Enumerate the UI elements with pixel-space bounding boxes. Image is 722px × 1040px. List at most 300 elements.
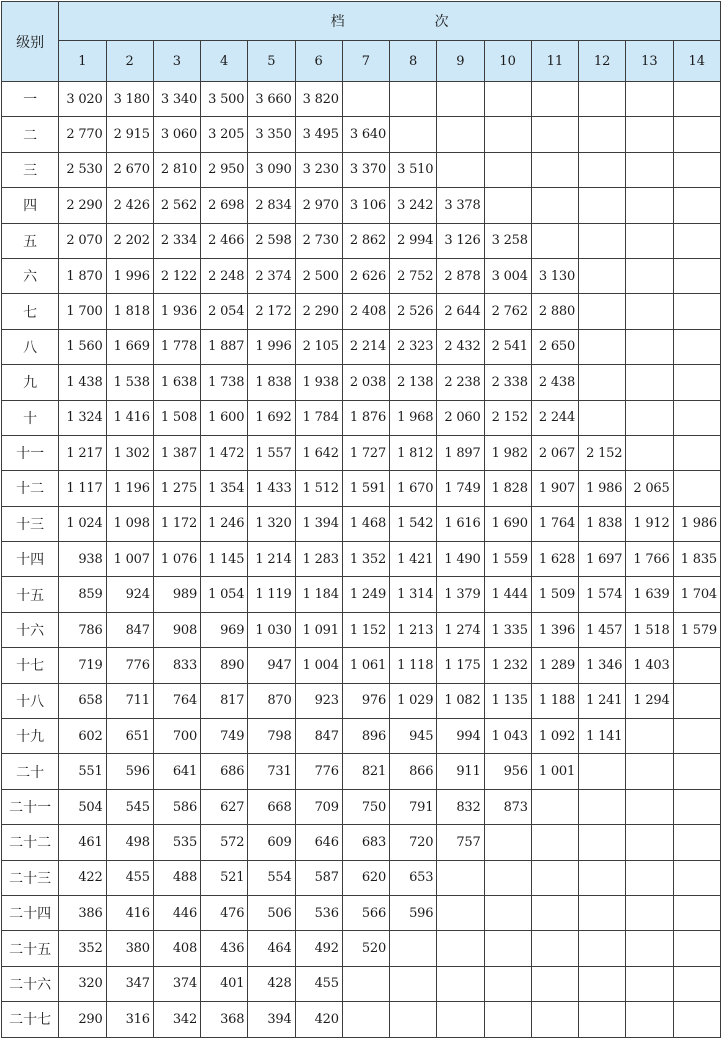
table-row xyxy=(2,825,721,860)
salary-cell: 1 302 xyxy=(106,435,153,470)
salary-cell: 3 820 xyxy=(295,82,342,117)
salary-cell xyxy=(626,188,673,223)
salary-cell xyxy=(484,895,531,930)
salary-cell: 1 472 xyxy=(201,435,248,470)
level-cell: 四 xyxy=(2,188,59,223)
salary-cell: 2 172 xyxy=(248,294,295,329)
salary-cell: 2 334 xyxy=(153,223,200,258)
salary-cell: 1 835 xyxy=(673,542,720,577)
salary-cell: 1 438 xyxy=(59,365,106,400)
salary-cell: 2 810 xyxy=(153,152,200,187)
level-cell: 十四 xyxy=(2,542,59,577)
salary-cell: 2 598 xyxy=(248,223,295,258)
level-cell: 三 xyxy=(2,152,59,187)
table-row xyxy=(2,860,721,895)
salary-cell: 1 172 xyxy=(153,506,200,541)
salary-cell xyxy=(673,648,720,683)
salary-cell: 686 xyxy=(201,754,248,789)
salary-cell: 2 202 xyxy=(106,223,153,258)
salary-cell: 945 xyxy=(390,719,437,754)
salary-cell: 520 xyxy=(342,931,389,966)
salary-cell xyxy=(579,258,626,293)
salary-cell xyxy=(673,471,720,506)
salary-cell xyxy=(673,931,720,966)
salary-cell xyxy=(673,435,720,470)
salary-cell: 2 054 xyxy=(201,294,248,329)
salary-cell: 1 559 xyxy=(484,542,531,577)
salary-cell: 2 060 xyxy=(437,400,484,435)
salary-cell: 1 968 xyxy=(390,400,437,435)
salary-cell: 791 xyxy=(390,789,437,824)
salary-cell: 1 098 xyxy=(106,506,153,541)
level-cell: 十八 xyxy=(2,683,59,718)
salary-cell: 1 184 xyxy=(295,577,342,612)
salary-cell: 3 350 xyxy=(248,117,295,152)
salary-cell xyxy=(531,188,578,223)
salary-cell: 1 217 xyxy=(59,435,106,470)
header-row-gears xyxy=(2,41,721,82)
salary-cell xyxy=(579,152,626,187)
salary-cell: 408 xyxy=(153,931,200,966)
salary-cell: 1 346 xyxy=(579,648,626,683)
salary-cell: 2 248 xyxy=(201,258,248,293)
salary-cell xyxy=(626,223,673,258)
gear-column-header: 13 xyxy=(626,41,673,82)
salary-cell xyxy=(673,860,720,895)
salary-cell: 2 152 xyxy=(579,435,626,470)
salary-cell: 989 xyxy=(153,577,200,612)
salary-cell: 554 xyxy=(248,860,295,895)
salary-cell: 401 xyxy=(201,966,248,1001)
salary-cell: 1 764 xyxy=(531,506,578,541)
salary-cell: 1 982 xyxy=(484,435,531,470)
level-cell: 十五 xyxy=(2,577,59,612)
gear-column-header: 5 xyxy=(248,41,295,82)
salary-cell xyxy=(673,683,720,718)
salary-cell: 1 642 xyxy=(295,435,342,470)
salary-cell xyxy=(673,329,720,364)
gear-header-char-2: 次 xyxy=(434,14,449,30)
salary-cell: 2 038 xyxy=(342,365,389,400)
salary-cell: 1 232 xyxy=(484,648,531,683)
salary-cell xyxy=(484,1002,531,1037)
salary-cell: 1 784 xyxy=(295,400,342,435)
salary-cell: 416 xyxy=(106,895,153,930)
salary-cell: 1 249 xyxy=(342,577,389,612)
salary-cell: 3 340 xyxy=(153,82,200,117)
salary-cell: 1 275 xyxy=(153,471,200,506)
salary-cell xyxy=(673,188,720,223)
salary-cell: 1 986 xyxy=(579,471,626,506)
salary-cell: 602 xyxy=(59,719,106,754)
salary-cell xyxy=(484,188,531,223)
salary-cell xyxy=(626,152,673,187)
salary-cell: 833 xyxy=(153,648,200,683)
salary-cell xyxy=(626,435,673,470)
salary-cell: 504 xyxy=(59,789,106,824)
salary-cell: 668 xyxy=(248,789,295,824)
level-cell: 二十一 xyxy=(2,789,59,824)
salary-cell xyxy=(579,117,626,152)
salary-cell xyxy=(437,82,484,117)
salary-cell: 1 335 xyxy=(484,612,531,647)
salary-cell: 461 xyxy=(59,825,106,860)
salary-cell xyxy=(579,188,626,223)
salary-cell xyxy=(531,789,578,824)
table-body xyxy=(2,82,721,1038)
salary-cell: 2 730 xyxy=(295,223,342,258)
salary-cell: 2 290 xyxy=(59,188,106,223)
salary-cell xyxy=(579,895,626,930)
salary-cell: 1 828 xyxy=(484,471,531,506)
salary-cell: 908 xyxy=(153,612,200,647)
salary-cell: 2 290 xyxy=(295,294,342,329)
salary-cell: 1 542 xyxy=(390,506,437,541)
salary-cell: 1 082 xyxy=(437,683,484,718)
salary-cell: 627 xyxy=(201,789,248,824)
level-cell: 十七 xyxy=(2,648,59,683)
salary-cell: 1 394 xyxy=(295,506,342,541)
salary-cell: 1 468 xyxy=(342,506,389,541)
salary-cell: 1 509 xyxy=(531,577,578,612)
level-cell: 二十五 xyxy=(2,931,59,966)
salary-cell: 374 xyxy=(153,966,200,1001)
level-cell: 二十七 xyxy=(2,1002,59,1037)
table-row xyxy=(2,506,721,541)
salary-cell: 1 870 xyxy=(59,258,106,293)
salary-cell xyxy=(342,966,389,1001)
level-cell: 十六 xyxy=(2,612,59,647)
gear-column-header: 7 xyxy=(342,41,389,82)
salary-cell: 1 403 xyxy=(626,648,673,683)
table-row xyxy=(2,435,721,470)
salary-cell xyxy=(673,223,720,258)
table-row xyxy=(2,365,721,400)
salary-cell xyxy=(579,825,626,860)
salary-cell: 3 640 xyxy=(342,117,389,152)
table-row xyxy=(2,719,721,754)
salary-cell xyxy=(390,931,437,966)
salary-cell: 1 274 xyxy=(437,612,484,647)
salary-cell: 498 xyxy=(106,825,153,860)
salary-cell xyxy=(437,152,484,187)
salary-cell: 316 xyxy=(106,1002,153,1037)
table-row xyxy=(2,117,721,152)
salary-cell xyxy=(626,825,673,860)
salary-cell xyxy=(579,365,626,400)
salary-cell: 2 670 xyxy=(106,152,153,187)
salary-cell: 347 xyxy=(106,966,153,1001)
salary-cell: 817 xyxy=(201,683,248,718)
salary-cell: 1 986 xyxy=(673,506,720,541)
salary-cell xyxy=(437,895,484,930)
salary-cell: 446 xyxy=(153,895,200,930)
salary-cell xyxy=(579,789,626,824)
salary-cell: 2 562 xyxy=(153,188,200,223)
salary-cell xyxy=(390,966,437,1001)
salary-cell xyxy=(626,82,673,117)
salary-cell: 3 510 xyxy=(390,152,437,187)
table-row xyxy=(2,223,721,258)
level-cell: 一 xyxy=(2,82,59,117)
salary-cell: 1 639 xyxy=(626,577,673,612)
salary-cell xyxy=(626,860,673,895)
salary-cell xyxy=(579,754,626,789)
salary-cell: 731 xyxy=(248,754,295,789)
gear-column-header: 14 xyxy=(673,41,720,82)
salary-cell: 1 433 xyxy=(248,471,295,506)
salary-cell: 2 915 xyxy=(106,117,153,152)
salary-cell: 2 466 xyxy=(201,223,248,258)
salary-cell xyxy=(673,400,720,435)
salary-cell: 2 530 xyxy=(59,152,106,187)
level-cell: 二十 xyxy=(2,754,59,789)
salary-cell: 2 070 xyxy=(59,223,106,258)
salary-cell: 798 xyxy=(248,719,295,754)
salary-cell xyxy=(531,931,578,966)
salary-cell: 711 xyxy=(106,683,153,718)
salary-cell: 2 122 xyxy=(153,258,200,293)
salary-cell: 764 xyxy=(153,683,200,718)
salary-cell: 587 xyxy=(295,860,342,895)
salary-cell: 866 xyxy=(390,754,437,789)
salary-cell: 786 xyxy=(59,612,106,647)
table-row xyxy=(2,294,721,329)
salary-cell: 1 557 xyxy=(248,435,295,470)
salary-cell xyxy=(673,117,720,152)
salary-cell xyxy=(579,931,626,966)
level-cell: 五 xyxy=(2,223,59,258)
salary-cell: 646 xyxy=(295,825,342,860)
salary-cell: 2 970 xyxy=(295,188,342,223)
salary-cell xyxy=(626,117,673,152)
salary-cell: 2 374 xyxy=(248,258,295,293)
salary-cell: 3 180 xyxy=(106,82,153,117)
level-cell: 十 xyxy=(2,400,59,435)
salary-cell xyxy=(531,82,578,117)
salary-cell xyxy=(579,860,626,895)
salary-cell xyxy=(437,117,484,152)
gear-column-header: 2 xyxy=(106,41,153,82)
salary-cell: 2 862 xyxy=(342,223,389,258)
salary-cell: 3 090 xyxy=(248,152,295,187)
salary-cell: 1 188 xyxy=(531,683,578,718)
salary-cell: 2 426 xyxy=(106,188,153,223)
salary-cell xyxy=(437,931,484,966)
salary-cell: 1 396 xyxy=(531,612,578,647)
salary-cell: 3 020 xyxy=(59,82,106,117)
salary-cell: 3 230 xyxy=(295,152,342,187)
salary-cell: 1 119 xyxy=(248,577,295,612)
salary-cell: 1 574 xyxy=(579,577,626,612)
salary-cell: 521 xyxy=(201,860,248,895)
salary-cell xyxy=(626,789,673,824)
salary-cell xyxy=(484,117,531,152)
salary-cell: 1 213 xyxy=(390,612,437,647)
salary-cell xyxy=(673,789,720,824)
table-row xyxy=(2,471,721,506)
salary-cell: 719 xyxy=(59,648,106,683)
salary-cell xyxy=(673,365,720,400)
level-cell: 十一 xyxy=(2,435,59,470)
salary-cell: 870 xyxy=(248,683,295,718)
salary-cell: 1 778 xyxy=(153,329,200,364)
salary-cell: 420 xyxy=(295,1002,342,1037)
header-row-top xyxy=(2,2,721,41)
salary-cell: 572 xyxy=(201,825,248,860)
salary-cell xyxy=(531,895,578,930)
salary-cell: 859 xyxy=(59,577,106,612)
salary-cell: 1 289 xyxy=(531,648,578,683)
salary-cell xyxy=(626,400,673,435)
salary-cell: 1 141 xyxy=(579,719,626,754)
salary-cell: 641 xyxy=(153,754,200,789)
salary-cell: 1 117 xyxy=(59,471,106,506)
salary-cell: 923 xyxy=(295,683,342,718)
salary-cell: 1 738 xyxy=(201,365,248,400)
salary-cell: 709 xyxy=(295,789,342,824)
salary-cell: 596 xyxy=(106,754,153,789)
salary-cell: 2 762 xyxy=(484,294,531,329)
salary-cell: 1 616 xyxy=(437,506,484,541)
salary-cell: 596 xyxy=(390,895,437,930)
salary-cell: 1 354 xyxy=(201,471,248,506)
gear-column-header: 9 xyxy=(437,41,484,82)
level-cell: 十二 xyxy=(2,471,59,506)
salary-cell: 290 xyxy=(59,1002,106,1037)
salary-cell: 1 600 xyxy=(201,400,248,435)
salary-cell xyxy=(626,931,673,966)
table-header xyxy=(2,2,721,82)
salary-cell: 1 907 xyxy=(531,471,578,506)
salary-cell: 3 258 xyxy=(484,223,531,258)
level-cell: 九 xyxy=(2,365,59,400)
salary-cell: 1 538 xyxy=(106,365,153,400)
salary-cell: 545 xyxy=(106,789,153,824)
salary-cell: 380 xyxy=(106,931,153,966)
salary-cell: 1 324 xyxy=(59,400,106,435)
salary-cell: 1 320 xyxy=(248,506,295,541)
gear-column-header: 3 xyxy=(153,41,200,82)
salary-cell: 1 175 xyxy=(437,648,484,683)
salary-cell: 757 xyxy=(437,825,484,860)
salary-cell: 386 xyxy=(59,895,106,930)
salary-cell xyxy=(531,860,578,895)
salary-cell: 342 xyxy=(153,1002,200,1037)
salary-cell: 1 628 xyxy=(531,542,578,577)
salary-cell: 1 314 xyxy=(390,577,437,612)
salary-cell: 455 xyxy=(295,966,342,1001)
salary-cell xyxy=(673,719,720,754)
salary-cell xyxy=(626,294,673,329)
salary-cell: 890 xyxy=(201,648,248,683)
salary-cell: 700 xyxy=(153,719,200,754)
salary-cell xyxy=(626,719,673,754)
salary-cell: 1 152 xyxy=(342,612,389,647)
table-row xyxy=(2,258,721,293)
salary-cell: 2 244 xyxy=(531,400,578,435)
salary-cell: 651 xyxy=(106,719,153,754)
salary-cell xyxy=(531,1002,578,1037)
level-cell: 二 xyxy=(2,117,59,152)
salary-cell: 1 638 xyxy=(153,365,200,400)
salary-cell xyxy=(484,825,531,860)
salary-cell: 1 897 xyxy=(437,435,484,470)
salary-cell: 320 xyxy=(59,966,106,1001)
salary-cell: 609 xyxy=(248,825,295,860)
salary-cell: 2 438 xyxy=(531,365,578,400)
salary-cell: 1 508 xyxy=(153,400,200,435)
salary-cell xyxy=(673,1002,720,1037)
salary-cell xyxy=(579,1002,626,1037)
salary-cell: 1 996 xyxy=(106,258,153,293)
salary-cell: 551 xyxy=(59,754,106,789)
salary-cell: 3 126 xyxy=(437,223,484,258)
salary-cell: 1 135 xyxy=(484,683,531,718)
salary-cell xyxy=(626,895,673,930)
salary-cell: 3 495 xyxy=(295,117,342,152)
salary-cell: 750 xyxy=(342,789,389,824)
salary-cell: 1 876 xyxy=(342,400,389,435)
salary-cell: 1 518 xyxy=(626,612,673,647)
salary-cell: 1 697 xyxy=(579,542,626,577)
salary-cell: 847 xyxy=(295,719,342,754)
salary-cell xyxy=(626,966,673,1001)
salary-cell xyxy=(673,825,720,860)
level-column-header: 级别 xyxy=(2,2,59,82)
salary-cell: 3 370 xyxy=(342,152,389,187)
salary-cell: 1 996 xyxy=(248,329,295,364)
salary-cell: 1 379 xyxy=(437,577,484,612)
salary-cell: 428 xyxy=(248,966,295,1001)
salary-cell xyxy=(626,329,673,364)
table-row xyxy=(2,577,721,612)
salary-cell: 2 626 xyxy=(342,258,389,293)
salary-cell: 1 283 xyxy=(295,542,342,577)
salary-cell: 2 541 xyxy=(484,329,531,364)
salary-cell: 368 xyxy=(201,1002,248,1037)
salary-cell xyxy=(342,1002,389,1037)
salary-cell: 658 xyxy=(59,683,106,718)
salary-cell: 1 838 xyxy=(579,506,626,541)
table-row xyxy=(2,188,721,223)
salary-cell: 2 338 xyxy=(484,365,531,400)
salary-cell: 1 241 xyxy=(579,683,626,718)
salary-cell: 1 749 xyxy=(437,471,484,506)
salary-cell: 2 152 xyxy=(484,400,531,435)
salary-cell: 586 xyxy=(153,789,200,824)
salary-cell: 832 xyxy=(437,789,484,824)
salary-cell: 938 xyxy=(59,542,106,577)
salary-cell: 976 xyxy=(342,683,389,718)
salary-cell: 1 001 xyxy=(531,754,578,789)
salary-cell: 2 065 xyxy=(626,471,673,506)
salary-cell: 1 444 xyxy=(484,577,531,612)
salary-cell: 969 xyxy=(201,612,248,647)
salary-cell: 1 490 xyxy=(437,542,484,577)
salary-cell: 911 xyxy=(437,754,484,789)
salary-cell: 2 500 xyxy=(295,258,342,293)
salary-cell xyxy=(673,82,720,117)
salary-cell: 1 912 xyxy=(626,506,673,541)
salary-cell: 1 029 xyxy=(390,683,437,718)
salary-cell xyxy=(626,754,673,789)
salary-cell xyxy=(579,966,626,1001)
salary-cell: 1 145 xyxy=(201,542,248,577)
gear-column-header: 11 xyxy=(531,41,578,82)
salary-cell xyxy=(579,82,626,117)
salary-cell: 1 812 xyxy=(390,435,437,470)
